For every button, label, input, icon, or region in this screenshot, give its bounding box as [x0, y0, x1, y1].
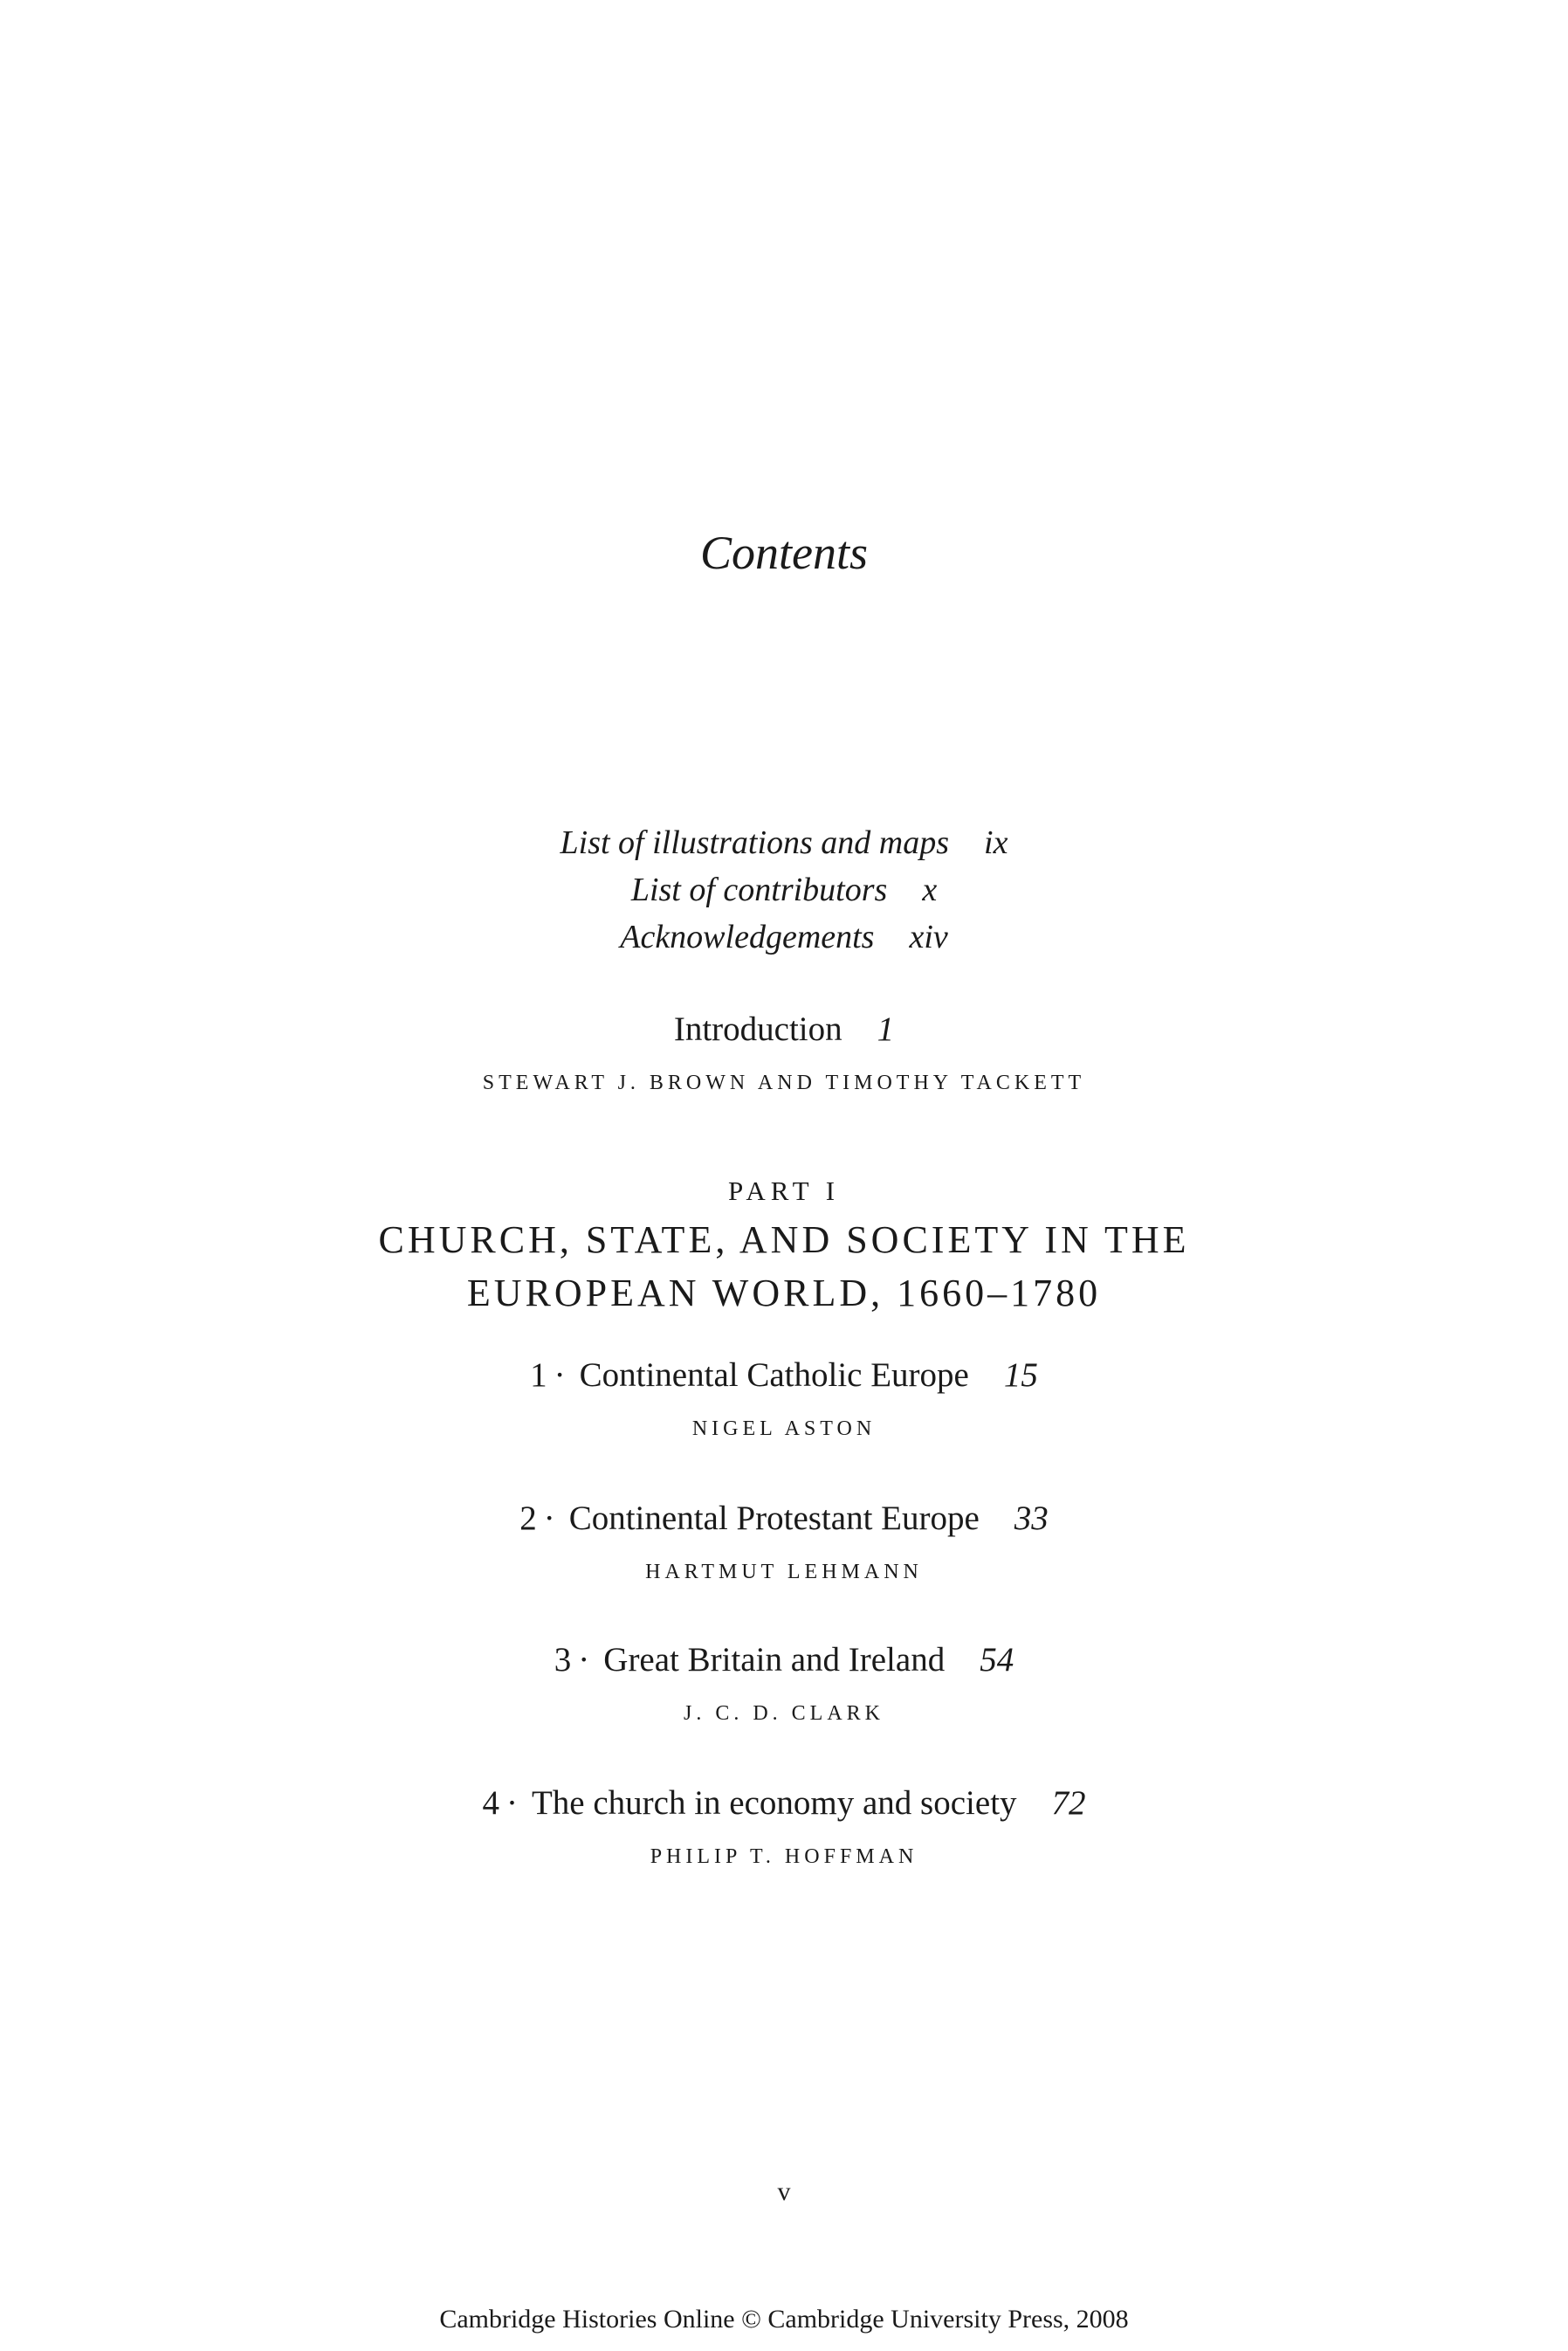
- chapter-page: 72: [1051, 1784, 1086, 1822]
- chapter-title: Continental Protestant Europe: [568, 1500, 980, 1537]
- copyright-footer: Cambridge Histories Online © Cambridge University Press, 2008: [439, 2305, 1129, 2334]
- chapter-separator: ·: [578, 1641, 590, 1679]
- chapter-entry[interactable]: [0, 1352, 1568, 1399]
- chapter-author: PHILIP T. HOFFMAN: [650, 1845, 918, 1868]
- chapter-separator: ·: [505, 1784, 518, 1822]
- chapter-number: 2: [519, 1500, 537, 1537]
- chapter-title: Great Britain and Ireland: [603, 1641, 946, 1679]
- chapter-title: Continental Catholic Europe: [579, 1356, 969, 1394]
- chapter-number: 4: [482, 1784, 499, 1822]
- chapter-entry[interactable]: [0, 1780, 1568, 1827]
- part-title-line2: EUROPEAN WORLD, 1660–1780: [466, 1272, 1102, 1314]
- front-matter-label: List of illustrations and maps: [560, 824, 950, 861]
- chapter-page: 15: [1003, 1356, 1038, 1394]
- chapter-number: 1: [530, 1356, 547, 1394]
- front-matter-page: ix: [984, 824, 1008, 861]
- chapter-author: NIGEL ASTON: [691, 1417, 877, 1440]
- front-matter-item[interactable]: [0, 819, 1568, 866]
- chapter-page: 54: [980, 1641, 1014, 1679]
- chapter-page: 33: [1014, 1500, 1049, 1537]
- front-matter-page: x: [922, 872, 938, 908]
- part-title-line1: CHURCH, STATE, AND SOCIETY IN THE: [378, 1218, 1190, 1261]
- chapter-entry[interactable]: [0, 1495, 1568, 1542]
- introduction-entry[interactable]: [0, 1006, 1568, 1053]
- front-matter-item[interactable]: [0, 914, 1568, 961]
- chapter-number: 3: [554, 1641, 572, 1679]
- front-matter-page: xiv: [909, 919, 948, 955]
- contents-title: Contents: [699, 527, 868, 579]
- part-label: PART I: [727, 1176, 841, 1206]
- chapter-entry[interactable]: [0, 1637, 1568, 1684]
- front-matter-label: Acknowledgements: [620, 919, 875, 955]
- introduction-page: 1: [877, 1010, 895, 1048]
- front-matter-item[interactable]: [0, 866, 1568, 914]
- chapter-separator: ·: [543, 1500, 555, 1537]
- page-folio: v: [777, 2177, 791, 2206]
- introduction-label: Introduction: [673, 1010, 842, 1048]
- chapter-author: HARTMUT LEHMANN: [645, 1561, 923, 1583]
- front-matter-label: List of contributors: [630, 872, 888, 908]
- introduction-authors: STEWART J. BROWN AND TIMOTHY TACKETT: [482, 1072, 1086, 1094]
- chapter-title: The church in economy and society: [531, 1784, 1017, 1822]
- chapter-author: J. C. D. CLARK: [683, 1702, 885, 1725]
- chapter-separator: ·: [554, 1356, 566, 1394]
